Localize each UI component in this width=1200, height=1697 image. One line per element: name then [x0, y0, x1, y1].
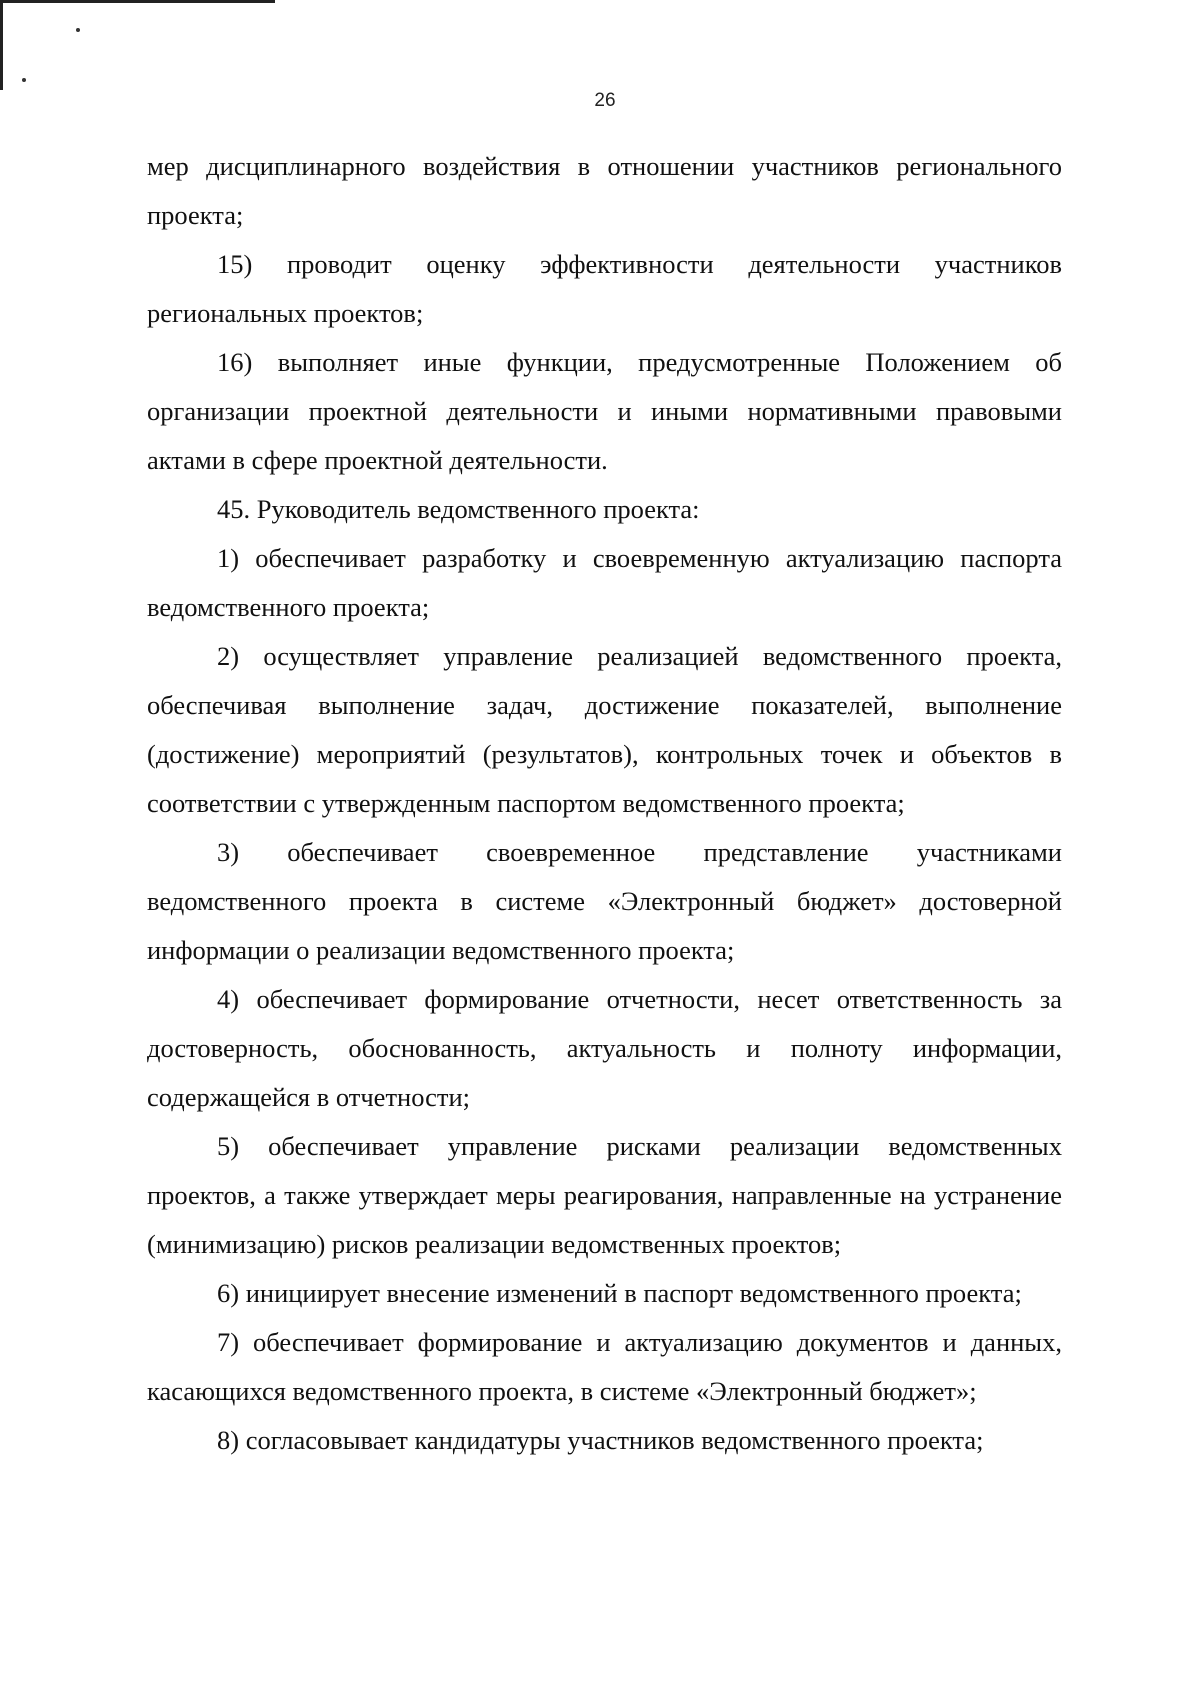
paragraph: 3) обеспечивает своевременное представление участниками ведомственного проекта в системе «Электронный бюджет» достоверной информации о реализации ведомственного проекта;: [147, 837, 1062, 965]
scan-edge-top: [0, 0, 275, 3]
scan-speck: [76, 28, 80, 32]
paragraph: 7) обеспечивает формирование и актуализацию документов и данных, касающихся ведомственного проекта, в системе «Электронный бюджет»;: [147, 1327, 1062, 1406]
scan-edge-left: [0, 0, 3, 90]
paragraph: 5) обеспечивает управление рисками реализации ведомственных проектов, а также утверждает меры реагирования, направленные на устранение (минимизацию) рисков реализации ведомственных проектов;: [147, 1131, 1062, 1259]
paragraph: 15) проводит оценку эффективности деятельности участников региональных проектов;: [147, 249, 1062, 328]
document-body: [147, 142, 1062, 1465]
paragraph: 8) согласовывает кандидатуры участников ведомственного проекта;: [217, 1425, 984, 1455]
paragraph: 6) инициирует внесение изменений в паспорт ведомственного проекта;: [217, 1278, 1022, 1308]
paragraph: 1) обеспечивает разработку и своевременную актуализацию паспорта ведомственного проекта;: [147, 543, 1062, 622]
scan-speck: [22, 78, 26, 82]
paragraph: 16) выполняет иные функции, предусмотренные Положением об организации проектной деятельности и иными нормативными правовыми актами в сфере проектной деятельности.: [147, 347, 1062, 475]
page-number: 26: [594, 90, 616, 111]
paragraph: мер дисциплинарного воздействия в отношении участников регионального проекта;: [147, 151, 1062, 230]
paragraph: 4) обеспечивает формирование отчетности, несет ответственность за достоверность, обоснованность, актуальность и полноту информации, содержащейся в отчетности;: [147, 984, 1062, 1112]
paragraph: 45. Руководитель ведомственного проекта:: [217, 494, 700, 524]
paragraph: 2) осуществляет управление реализацией ведомственного проекта, обеспечивая выполнение задач, достижение показателей, выполнение (достижение) мероприятий (результатов), контрольных точек и объектов в соответствии с утвержденным паспортом ведомственного проекта;: [147, 641, 1062, 818]
